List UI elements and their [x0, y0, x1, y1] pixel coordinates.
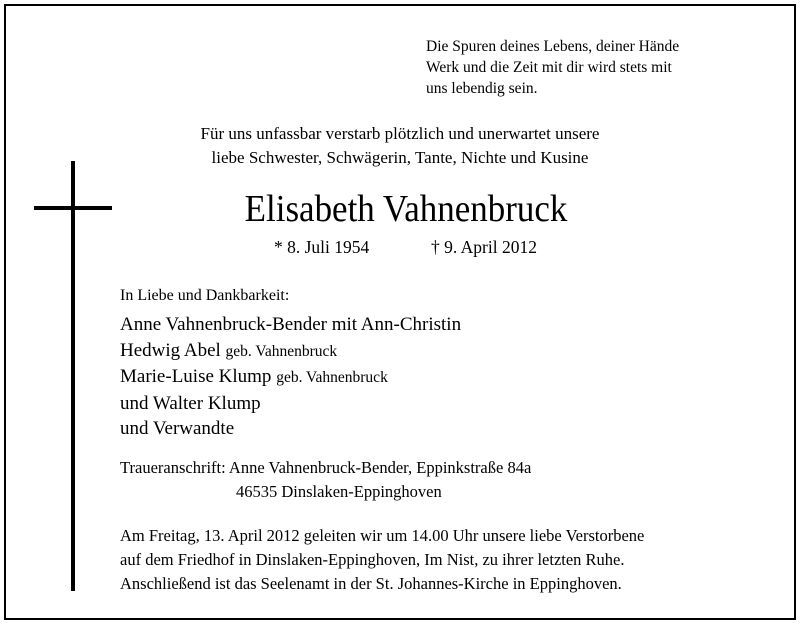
- mourner-row: [120, 364, 461, 391]
- mourners-heading: In Liebe und Dankbarkeit:: [120, 287, 290, 304]
- birth-date: * 8. Juli 1954: [274, 237, 370, 257]
- mourner-maiden-name: geb. Vahnenbruck: [276, 369, 388, 386]
- funeral-line: Am Freitag, 13. April 2012 geleiten wir um 14.00 Uhr unsere liebe Verstorbene: [120, 526, 645, 545]
- motto-line: Die Spuren deines Lebens, deiner Hände: [426, 38, 680, 55]
- funeral-details: [120, 524, 644, 596]
- death-date: † 9. April 2012: [431, 237, 537, 257]
- funeral-line: auf dem Friedhof in Dinslaken-Eppinghoven, Im Nist, zu ihrer letzten Ruhe.: [120, 550, 625, 569]
- mourner-name: und Verwandte: [120, 418, 235, 439]
- intro-line: liebe Schwester, Schwägerin, Tante, Nichte und Kusine: [211, 148, 589, 167]
- mourner-row: [120, 312, 461, 338]
- mourner-row: [120, 416, 461, 442]
- intro-line: Für uns unfassbar verstarb plötzlich und unerwartet unsere: [200, 124, 600, 143]
- mourner-row: [120, 391, 461, 417]
- mourning-address: [120, 456, 531, 504]
- deceased-name: Elisabeth Vahnenbruck: [244, 188, 568, 230]
- funeral-line: Anschließend ist das Seelenamt in der St. Johannes-Kirche in Eppinghoven.: [120, 574, 622, 593]
- mourners-list: [120, 312, 461, 442]
- mourner-row: [120, 338, 461, 365]
- motto-line: Werk und die Zeit mit dir wird stets mit: [426, 59, 672, 76]
- intro-text: [6, 122, 794, 170]
- address-line: Traueranschrift: Anne Vahnenbruck-Bender, Eppinkstraße 84a: [120, 458, 532, 477]
- mourner-maiden-name: geb. Vahnenbruck: [225, 342, 338, 360]
- obituary-notice: [4, 4, 796, 620]
- motto-verse: [426, 36, 766, 99]
- mourner-name: und Walter Klump: [120, 392, 261, 414]
- mourner-name: Marie-Luise Klump: [120, 366, 272, 387]
- mourner-name: Anne Vahnenbruck-Bender mit Ann-Christin: [120, 314, 462, 335]
- mourner-name: Hedwig Abel: [120, 339, 221, 361]
- address-line: 46535 Dinslaken-Eppinghoven: [236, 482, 442, 501]
- motto-line: uns lebendig sein.: [426, 80, 538, 97]
